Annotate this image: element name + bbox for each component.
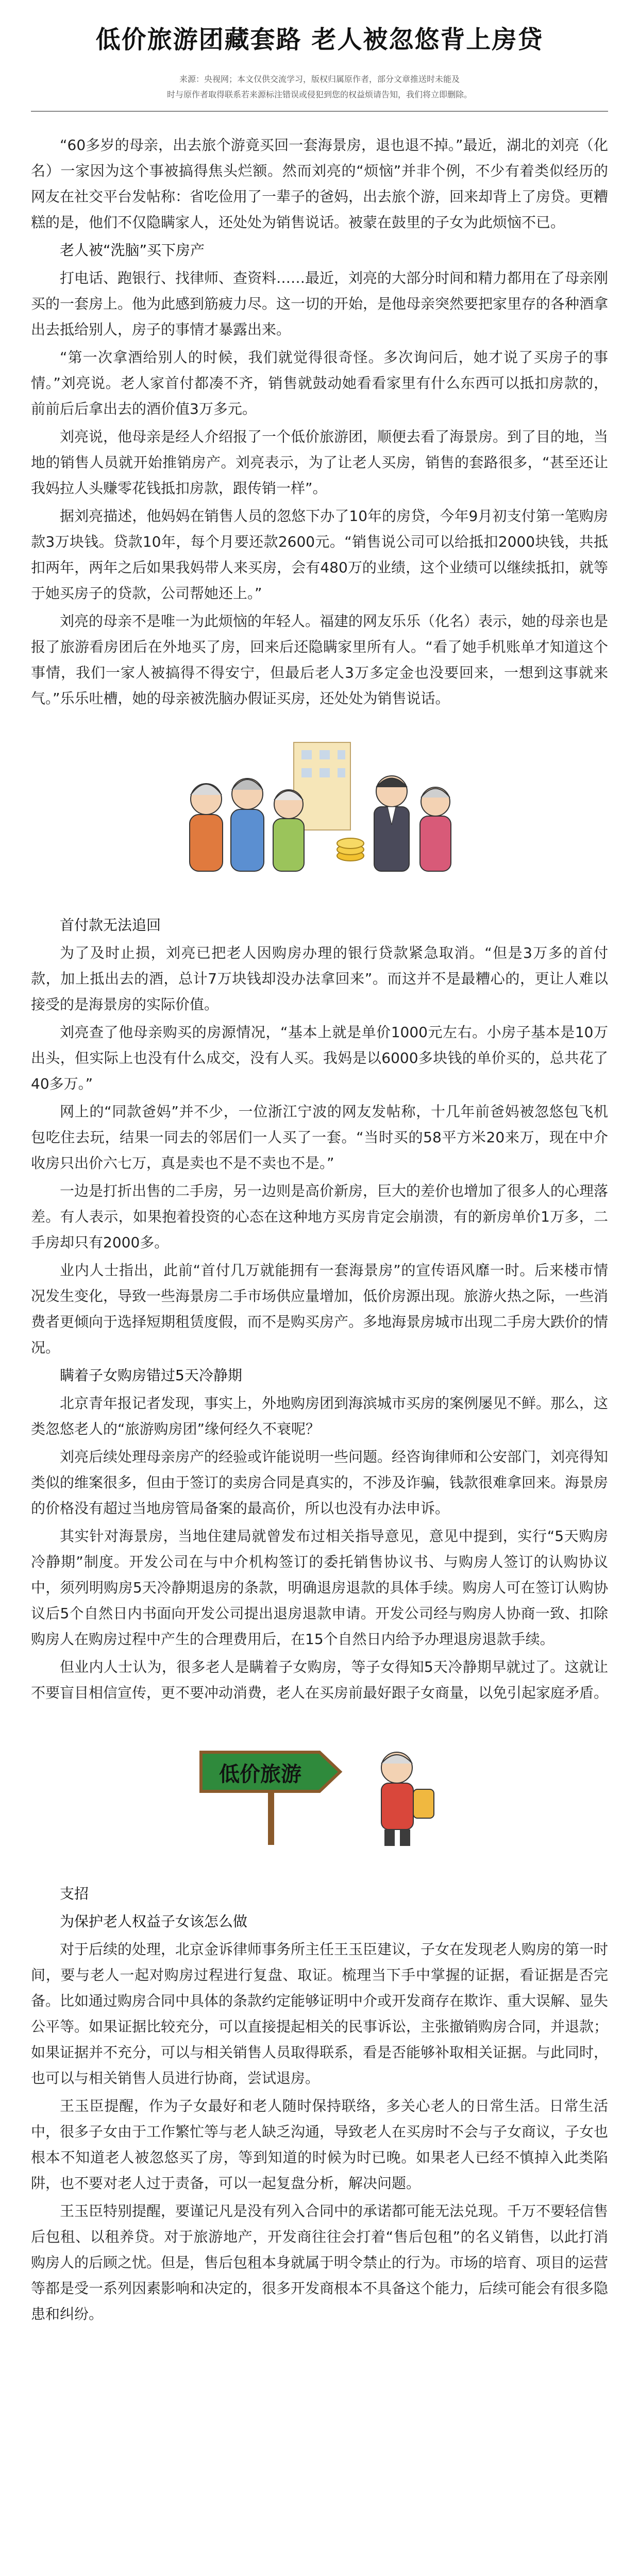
source-note-line-2: 时与原作者取得联系若来源标注错误或侵犯到您的权益烦请告知，我们将立即删除。 xyxy=(166,90,472,99)
source-note-line-1: 来源：央视网；本文仅供交流学习，版权归属原作者，部分文章推送时未能及 xyxy=(179,74,460,84)
sign-text: 低价旅游 xyxy=(219,1762,301,1786)
article-title: 低价旅游团藏套路 老人被忽悠背上房贷 xyxy=(95,25,544,54)
paragraph: 王玉臣提醒，作为子女最好和老人随时保持联络，多关心老人的日常生活。日常生活中，很多子女由于工作繁忙等与老人缺乏沟通，导致老人在买房时不会与子女商议，子女也根本不知道老人被忽悠买了房，等到知道的时候为时已晚。如果老人已经不慎掉入此类陷阱，也不要对老人过于责备，可以一起复盘分析，解决问题。 xyxy=(31,2097,609,2192)
paragraph: “60多岁的母亲，出去旅个游竟买回一套海景房，退也退不掉。”最近，湖北的刘亮（化名）一家因为这个事被搞得焦头烂额。然而刘亮的“烦恼”并非个例，不少有着类似经历的网友在社交平台发帖称：省吃俭用了一辈子的爸妈，出去旅个游，回来却背上了房贷。更糟糕的是，他们不仅隐瞒家人，还处处为销售说话。被蒙在鼓里的子女为此烦恼不已。 xyxy=(31,137,609,231)
paragraph: 北京青年报记者发现，事实上，外地购房团到海滨城市买房的案例屡见不鲜。那么，这类忽悠老人的“旅游购房团”缘何经久不衰呢？ xyxy=(31,1395,609,1437)
paragraph: 但业内人士认为，很多老人是瞒着子女购房，等子女得知5天冷静期早就过了。这就让不要盲目相信宣传，更不要冲动消费，老人在买房前最好跟子女商量，以免引起家庭矛盾。 xyxy=(31,1658,609,1701)
paragraph: 王玉臣特别提醒，要谨记凡是没有列入合同中的承诺都可能无法兑现。千万不要轻信售后包租、以租养贷。对于旅游地产，开发商往往会打着“售后包租”的名义销售，以此打消购房人的后顾之忧。但是，售后包租本身就属于明令禁止的行为。市场的培育、项目的运营等都是受一系列因素影响和决定的，很多开发商根本不具备这个能力，后续可能会有很多隐患和纠纷。 xyxy=(31,2202,609,2323)
intro-section xyxy=(31,132,608,235)
paragraph: 为了及时止损，刘亮已把老人因购房办理的银行贷款紧急取消。“但是3万多的首付款，加上抵出去的酒，总计7万块钱却没办法拿回来”。而这并不是最糟心的，更让人难以接受的是海景房的实际价值。 xyxy=(31,944,608,1013)
paragraph: 打电话、跑银行、找律师、查资料……最近，刘亮的大部分时间和精力都用在了母亲刚买的一套房上。他为此感到筋疲力尽。这一切的开始，是他母亲突然要把家里存的各种酒拿出去抵给别人，房子的事情才暴露出来。 xyxy=(31,269,609,338)
section-heading-1: 老人被“洗脑”买下房产 xyxy=(60,242,205,259)
paragraph: 一边是打折出售的二手房，另一边则是高价新房，巨大的差价也增加了很多人的心理落差。有人表示，如果抱着投资的心态在这种地方买房肯定会崩溃，有的新房单价1万多，二手房却只有2000多。 xyxy=(31,1182,609,1251)
illustration-elderly-group xyxy=(175,737,464,882)
section-heading-2: 首付款无法追回 xyxy=(60,917,161,934)
illustration-elderly-group-image xyxy=(175,737,464,882)
section-1 xyxy=(31,265,608,711)
section-3 xyxy=(31,1391,608,1706)
illustration-cheap-tour-sign xyxy=(191,1732,448,1850)
paragraph: 刘亮说，他母亲是经人介绍报了一个低价旅游团，顺便去看了海景房。到了目的地，当地的销售人员就开始推销房产。刘亮表示，为了让老人买房，销售的套路很多，“甚至还让我妈拉人头赚零花钱抵扣房款，跟传销一样”。 xyxy=(31,428,609,497)
title-divider xyxy=(31,111,608,112)
paragraph: 据刘亮描述，他妈妈在销售人员的忽悠下办了10年的房贷，今年9月初支付第一笔购房款3万块钱。贷款10年，每个月要还款2600元。“销售说公司可以给抵扣2000块钱，共抵扣两年，两年之后如果我妈带人来买房，会有480万的业绩，这个业绩可以继续抵扣，就等于她买房子的贷款，公司帮她还上。” xyxy=(31,507,608,602)
paragraph: 刘亮后续处理母亲房产的经验或许能说明一些问题。经咨询律师和公安部门，刘亮得知类似的维案很多，但由于签订的卖房合同是真实的，不涉及诈骗，钱款很难拿回来。海景房的价格没有超过当地房管局备案的最高价，所以也没有办法申诉。 xyxy=(31,1448,609,1517)
section-2 xyxy=(31,940,608,1361)
section-heading-5: 为保护老人权益子女该怎么做 xyxy=(60,1913,248,1930)
paragraph: “第一次拿酒给别人的时候，我们就觉得很奇怪。多次询问后，她才说了买房子的事情。”刘亮说。老人家首付都凑不齐，销售就鼓动她看看家里有什么东西可以抵扣房款的，前前后后拿出去的酒价值3万多元。 xyxy=(31,349,608,417)
paragraph: 业内人士指出，此前“首付几万就能拥有一套海景房”的宣传语风靡一时。后来楼市情况发生变化，导致一些海景房二手市场供应量增加，低价房源出现。旅游火热之际，一些消费者更倾向于选择短期租赁度假，而不是购买房产。多地海景房城市出现二手房大跌价的情况。 xyxy=(31,1262,609,1356)
section-heading-4: 支招 xyxy=(60,1885,89,1902)
section-4 xyxy=(31,1937,608,2327)
paragraph: 对于后续的处理，北京金诉律师事务所主任王玉臣建议，子女在发现老人购房的第一时间，要与老人一起对购房过程进行复盘、取证。梳理当下手中掌握的证据，看证据是否完备。比如通过购房合同中具体的条款约定能够证明中介或开发商存在欺诈、重大误解、显失公平等。如果证据比较充分，可以直接提起相关的民事诉讼，主张撤销购房合同，并退款；如果证据并不充分，可以与相关销售人员取得联系，看是否能够补取相关证据。与此同时，也可以与相关销售人员进行协商，尝试退房。 xyxy=(31,1941,609,2087)
section-heading-3: 瞒着子女购房错过5天冷静期 xyxy=(60,1367,242,1384)
illustration-cheap-tour-sign-image xyxy=(191,1732,448,1850)
paragraph: 刘亮查了他母亲购买的房源情况，“基本上就是单价1000元左右。小房子基本是10万出头，但实际上也没有什么成交，没有人买。我妈是以6000多块钱的单价买的，总共花了40多万。” xyxy=(31,1024,608,1092)
source-note xyxy=(31,72,608,103)
paragraph: 其实针对海景房，当地住建局就曾发布过相关指导意见，意见中提到，实行“5天购房冷静期”制度。开发公司在与中介机构签订的委托销售协议书、与购房人签订的认购协议中，须列明购房5天冷静期退房的条款，明确退房退款的具体手续。购房人可在签订认购协议后5个自然日内书面向开发公司提出退房退款申请。开发公司经与购房人协商一致、扣除购房人在购房过程中产生的合理费用后，在15个自然日内给予办理退房退款手续。 xyxy=(31,1528,608,1648)
paragraph: 网上的“同款爸妈”并不少，一位浙江宁波的网友发帖称，十几年前爸妈被忽悠包飞机包吃住去玩，结果一同去的邻居们一人买了一套。“当时买的58平方米20来万，现在中介收房只出价六七万，真是卖也不是不卖也不是。” xyxy=(31,1103,608,1172)
paragraph: 刘亮的母亲不是唯一为此烦恼的年轻人。福建的网友乐乐（化名）表示，她的母亲也是报了旅游看房团后在外地买了房，回来后还隐瞒家里所有人。“看了她手机账单才知道这个事情，我们一家人被搞得不得安宁，但最后老人3万多定金也没要回来，一想到这事就来气。”乐乐吐槽，她的母亲被洗脑办假证买房，还处处为销售说话。 xyxy=(31,613,609,707)
